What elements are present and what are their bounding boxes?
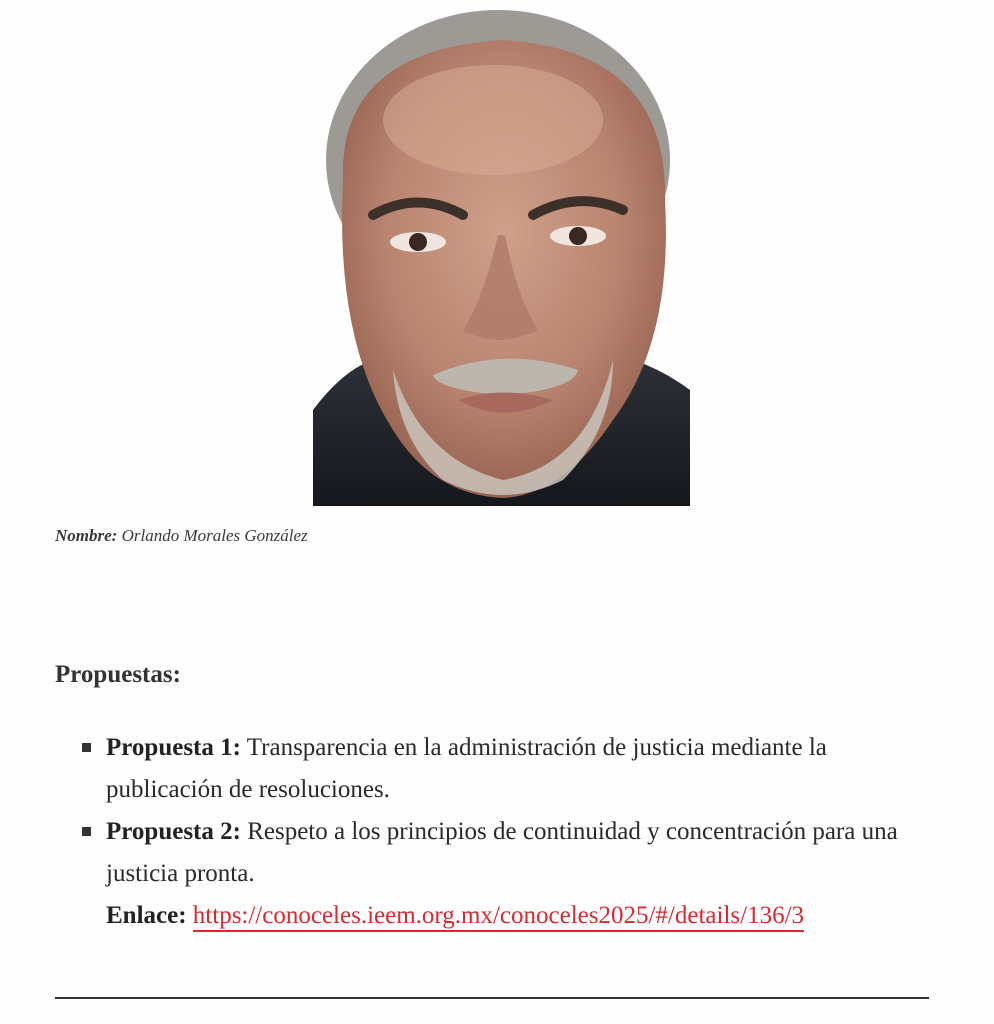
square-bullet-icon: [82, 827, 91, 836]
proposals-heading: Propuestas:: [55, 661, 181, 688]
proposal-text: Respeto a los principios de continuidad y concentración para una justicia pronta.: [106, 818, 898, 887]
details-link[interactable]: https://conoceles.ieem.org.mx/conoceles2025/#/details/136/3: [193, 902, 804, 932]
photo-caption: [55, 526, 308, 546]
proposals-list: [80, 727, 940, 937]
caption-label: Nombre:: [55, 526, 118, 545]
divider: [55, 997, 929, 999]
square-bullet-icon: [82, 743, 91, 752]
proposal-text: Transparencia en la administración de justicia mediante la publicación de resoluciones.: [106, 734, 827, 803]
list-item: [80, 811, 940, 937]
caption-name: Orlando Morales González: [121, 526, 308, 545]
link-label: Enlace:: [106, 902, 187, 929]
proposal-label: Propuesta 1:: [106, 734, 241, 761]
portrait-photo: [313, 10, 690, 506]
proposal-label: Propuesta 2:: [106, 818, 241, 845]
list-item: [80, 727, 940, 811]
